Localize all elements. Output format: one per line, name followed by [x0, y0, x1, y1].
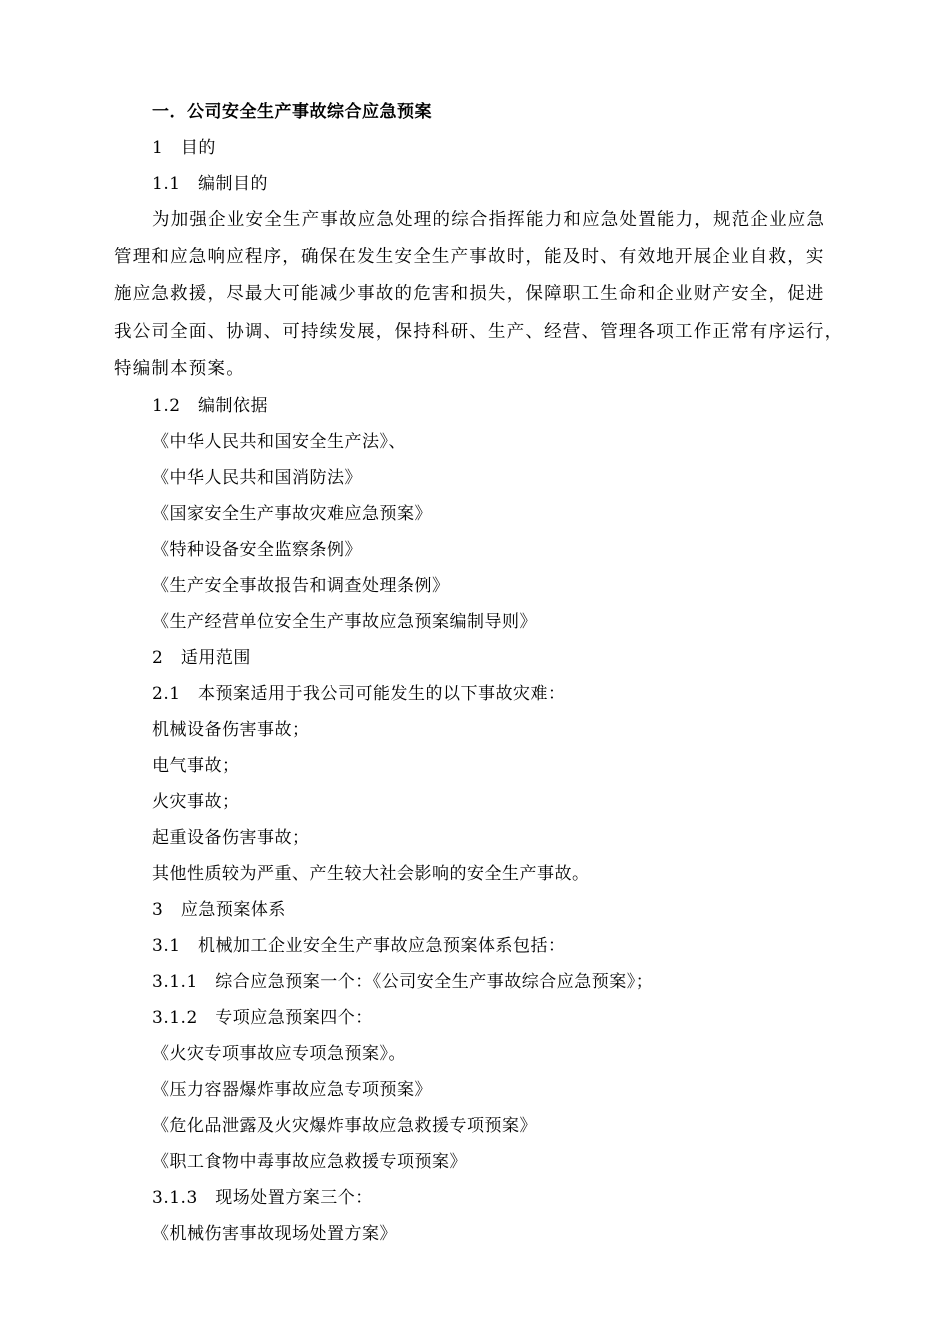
- paragraph-line: 施应急救援，尽最大可能减少事故的危害和损失，保障职工生命和企业财产安全，促进: [114, 284, 825, 304]
- plan-item: 《机械伤害事故现场处置方案》: [152, 1224, 397, 1244]
- section-heading: 1 目的: [152, 138, 216, 158]
- plan-item: 《职工食物中毒事故应急救援专项预案》: [152, 1152, 467, 1172]
- document-title: 一．公司安全生产事故综合应急预案: [152, 102, 432, 122]
- section-heading: 3 应急预案体系: [152, 900, 286, 920]
- accident-item: 其他性质较为严重、产生较大社会影响的安全生产事故。: [152, 864, 590, 884]
- paragraph-line: 我公司全面、协调、可持续发展，保持科研、生产、经营、管理各项工作正常有序运行，: [114, 322, 844, 342]
- accident-item: 火灾事故；: [152, 792, 240, 812]
- subsection-heading: 3.1 机械加工企业安全生产事故应急预案体系包括：: [152, 936, 566, 956]
- law-item: 《生产安全事故报告和调查处理条例》: [152, 576, 450, 596]
- paragraph-line: 为加强企业安全生产事故应急处理的综合指挥能力和应急处置能力，规范企业应急: [152, 210, 826, 230]
- law-item: 《生产经营单位安全生产事故应急预案编制导则》: [152, 612, 537, 632]
- accident-item: 机械设备伤害事故；: [152, 720, 310, 740]
- subsection-heading: 3.1.2 专项应急预案四个：: [152, 1008, 373, 1028]
- law-item: 《中华人民共和国安全生产法》、: [152, 432, 406, 452]
- plan-item: 《火灾专项事故应专项急预案》。: [152, 1044, 406, 1064]
- accident-item: 起重设备伤害事故；: [152, 828, 310, 848]
- law-item: 《国家安全生产事故灾难应急预案》: [152, 504, 432, 524]
- law-item: 《特种设备安全监察条例》: [152, 540, 362, 560]
- subsection-heading: 1.2 编制依据: [152, 396, 269, 416]
- plan-item: 《危化品泄露及火灾爆炸事故应急救援专项预案》: [152, 1116, 537, 1136]
- subsection-heading: 3.1.1 综合应急预案一个：《公司安全生产事故综合应急预案》；: [152, 972, 654, 992]
- accident-item: 电气事故；: [152, 756, 240, 776]
- law-item: 《中华人民共和国消防法》: [152, 468, 362, 488]
- section-heading: 2 适用范围: [152, 648, 251, 668]
- paragraph-line: 特编制本预案。: [114, 359, 245, 379]
- subsection-heading: 2.1 本预案适用于我公司可能发生的以下事故灾难：: [152, 684, 566, 704]
- paragraph-line: 管理和应急响应程序，确保在发生安全生产事故时，能及时、有效地开展企业自救，实: [114, 247, 825, 267]
- plan-item: 《压力容器爆炸事故应急专项预案》: [152, 1080, 432, 1100]
- subsection-heading: 1.1 编制目的: [152, 174, 269, 194]
- subsection-heading: 3.1.3 现场处置方案三个：: [152, 1188, 373, 1208]
